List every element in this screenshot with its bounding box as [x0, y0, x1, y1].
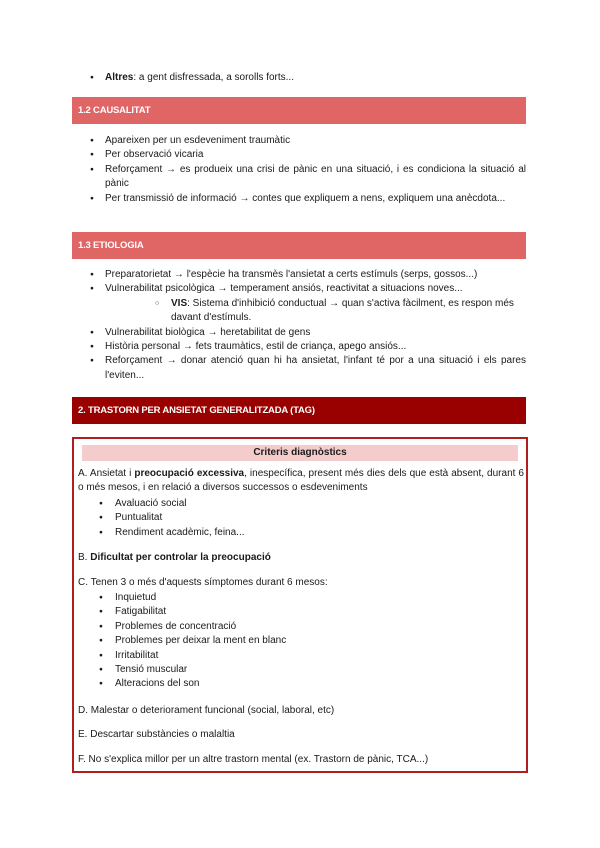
criterion-b: B. Dificultat per controlar la preocupació — [78, 552, 271, 563]
list-item: ● Vulnerabilitat biològica → heretabilitat de gens — [0, 326, 600, 340]
criterion-d: D. Malestar o deteriorament funcional (social, laboral, etc) — [78, 705, 335, 716]
list-item: ● Reforçament → donar atenció quan hi ha ansietat, l'infant té por a una situació i els pares l'eviten... — [0, 354, 600, 383]
criterion-e: E. Descartar substàncies o malaltia — [78, 729, 235, 740]
section-heading-tag: 2. TRASTORN PER ANSIETAT GENERALITZADA (TAG) — [72, 397, 526, 424]
sub-list-item: ○ VIS: Sistema d'inhibició conductual → quan s'activa fàcilment, es respon més davant d'estímuls. — [0, 297, 600, 326]
section-heading-etiologia: 1.3 ETIOLOGIA — [72, 232, 526, 259]
section-heading-causalitat: 1.2 CAUSALITAT — [72, 97, 526, 124]
criterion-a-list — [74, 497, 514, 540]
list-item: ● Preparatorietat → l'espècie ha transmès l'ansietat a certs estímuls (serps, gossos...) — [0, 268, 600, 282]
etiologia-block — [0, 268, 600, 383]
list-item: ● Apareixen per un esdeveniment traumàtic — [0, 134, 600, 148]
list-item: ● Per observació vicaria — [0, 148, 600, 162]
etiologia-sublist — [0, 297, 600, 326]
list-item: ● Problemes de concentració — [74, 620, 514, 634]
list-item: ● Irritabilitat — [74, 649, 514, 663]
criterion-c: C. Tenen 3 o més d'aquests símptomes durant 6 mesos: — [78, 577, 328, 588]
list-item: ● Inquietud — [74, 591, 514, 605]
causalitat-list — [0, 134, 600, 206]
diagnostic-criteria-box — [72, 437, 528, 773]
criteria-title: Criteris diagnòstics — [82, 445, 518, 461]
list-item: ● Puntualitat — [74, 511, 514, 525]
list-item: ● Tensió muscular — [74, 663, 514, 677]
list-item: ● Història personal → fets traumàtics, estil de criança, apego ansiós... — [0, 340, 600, 354]
list-item: ● Fatigabilitat — [74, 605, 514, 619]
criterion-a: A. Ansietat i preocupació excessiva, inespecífica, present més dies dels que està absent, durant 6 o més mesos, i en relació a diversos successos o esdeveniments — [78, 468, 524, 494]
intro-list — [0, 71, 600, 85]
list-item: ● Per transmissió de informació → contes que expliquem a nens, expliquem una anècdota... — [0, 192, 600, 206]
list-item: ● Vulnerabilitat psicològica → temperament ansiós, reactivitat a situacions noves... — [0, 282, 600, 296]
list-item: ● Reforçament → es produeix una crisi de pànic en una situació, i es condiciona la situació al pànic — [0, 163, 600, 192]
criterion-f: F. No s'explica millor per un altre trastorn mental (ex. Trastorn de pànic, TCA...) — [78, 754, 429, 765]
list-item: ● Avaluació social — [74, 497, 514, 511]
etiologia-list — [0, 268, 600, 297]
list-item: ● Rendiment acadèmic, feina... — [74, 526, 514, 540]
list-item: ● Altres: a gent disfressada, a sorolls forts... — [0, 71, 600, 85]
etiologia-list-continued — [0, 326, 600, 384]
list-item: ● Alteracions del son — [74, 677, 514, 691]
criterion-c-list — [74, 591, 514, 692]
list-item: ● Problemes per deixar la ment en blanc — [74, 634, 514, 648]
